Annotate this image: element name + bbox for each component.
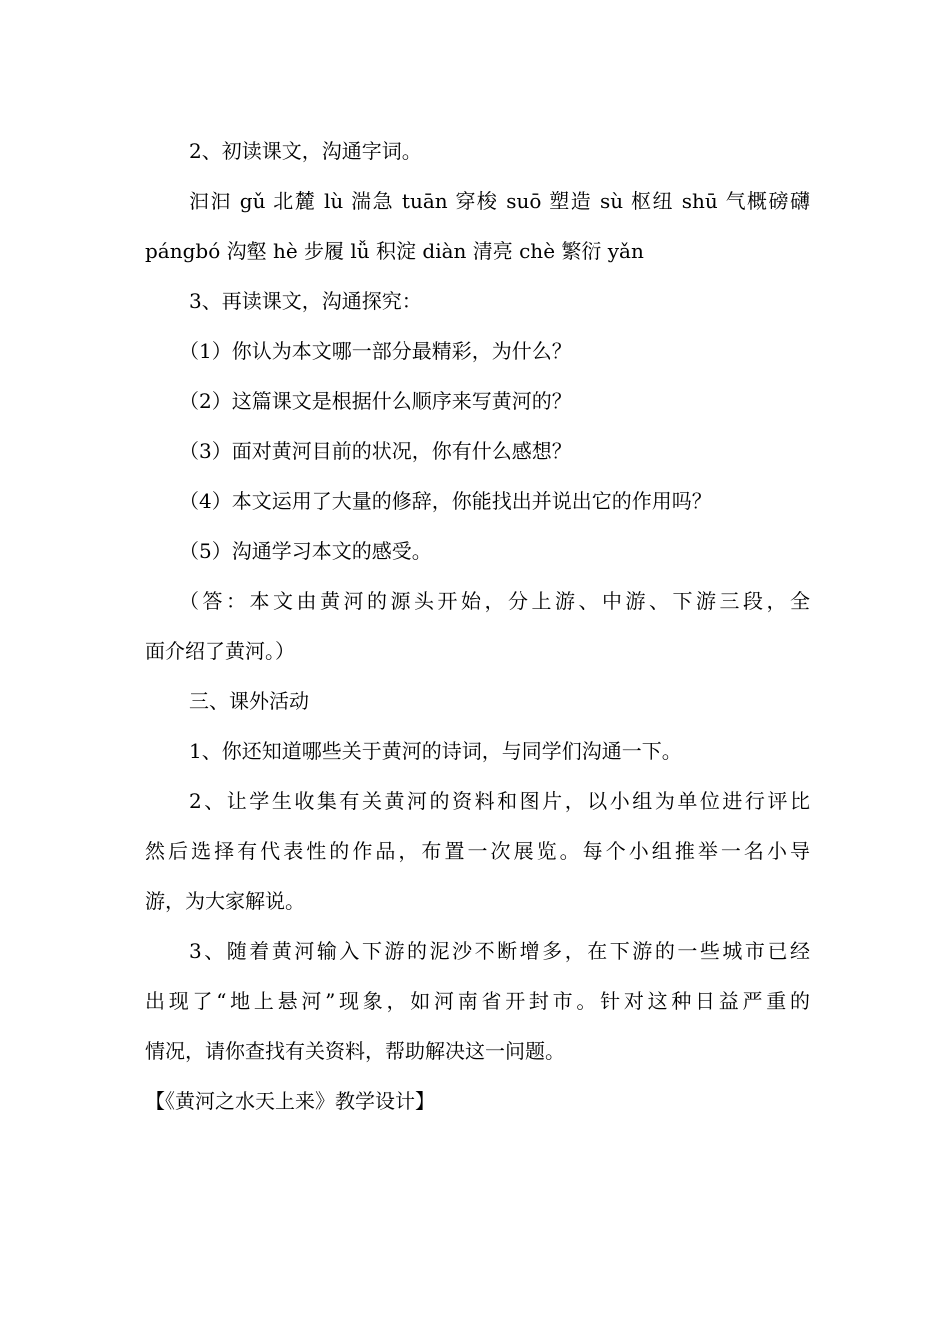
activity-2-line-1: 2、让学生收集有关黄河的资料和图片，以小组为单位进行评比 <box>189 789 810 813</box>
answer-line-2: 面介绍了黄河。） <box>145 639 295 663</box>
paragraph-rereading: 3、再读课文，沟通探究： <box>189 289 422 313</box>
activity-1: 1、你还知道哪些关于黄河的诗词，与同学们沟通一下。 <box>189 739 682 763</box>
activity-3-line-3: 情况，请你查找有关资料，帮助解决这一问题。 <box>145 1039 565 1063</box>
question-3: （3）面对黄河目前的状况，你有什么感想？ <box>179 439 572 463</box>
vocabulary-line-2: pángbó 沟壑 hè 步履 lǚ 积淀 diàn 清亮 chè 繁衍 yǎn <box>145 239 644 263</box>
question-1: （1）你认为本文哪一部分最精彩，为什么？ <box>179 339 572 363</box>
document-body <box>145 126 810 1126</box>
answer-line-1: （答：本文由黄河的源头开始，分上游、中游、下游三段，全 <box>179 589 810 613</box>
activity-2-line-2: 然后选择有代表性的作品，布置一次展览。每个小组推举一名小导 <box>145 839 810 863</box>
activity-3-line-2: 出现了“地上悬河”现象，如河南省开封市。针对这种日益严重的 <box>145 989 810 1013</box>
activity-3-line-1: 3、随着黄河输入下游的泥沙不断增多，在下游的一些城市已经 <box>189 939 810 963</box>
vocabulary-line-1: 汩汩 gǔ 北麓 lù 湍急 tuān 穿梭 suō 塑造 sù 枢纽 shū 气概磅礴 <box>189 189 810 213</box>
activity-2-line-3: 游，为大家解说。 <box>145 889 305 913</box>
design-title: 【《黄河之水天上来》教学设计】 <box>145 1089 435 1113</box>
question-2: （2）这篇课文是根据什么顺序来写黄河的？ <box>179 389 572 413</box>
section-heading-activities: 三、课外活动 <box>189 689 309 713</box>
question-5: （5）沟通学习本文的感受。 <box>179 539 432 563</box>
question-4: （4）本文运用了大量的修辞，你能找出并说出它的作用吗？ <box>179 489 712 513</box>
paragraph-reading-words: 2、初读课文，沟通字词。 <box>189 139 422 163</box>
